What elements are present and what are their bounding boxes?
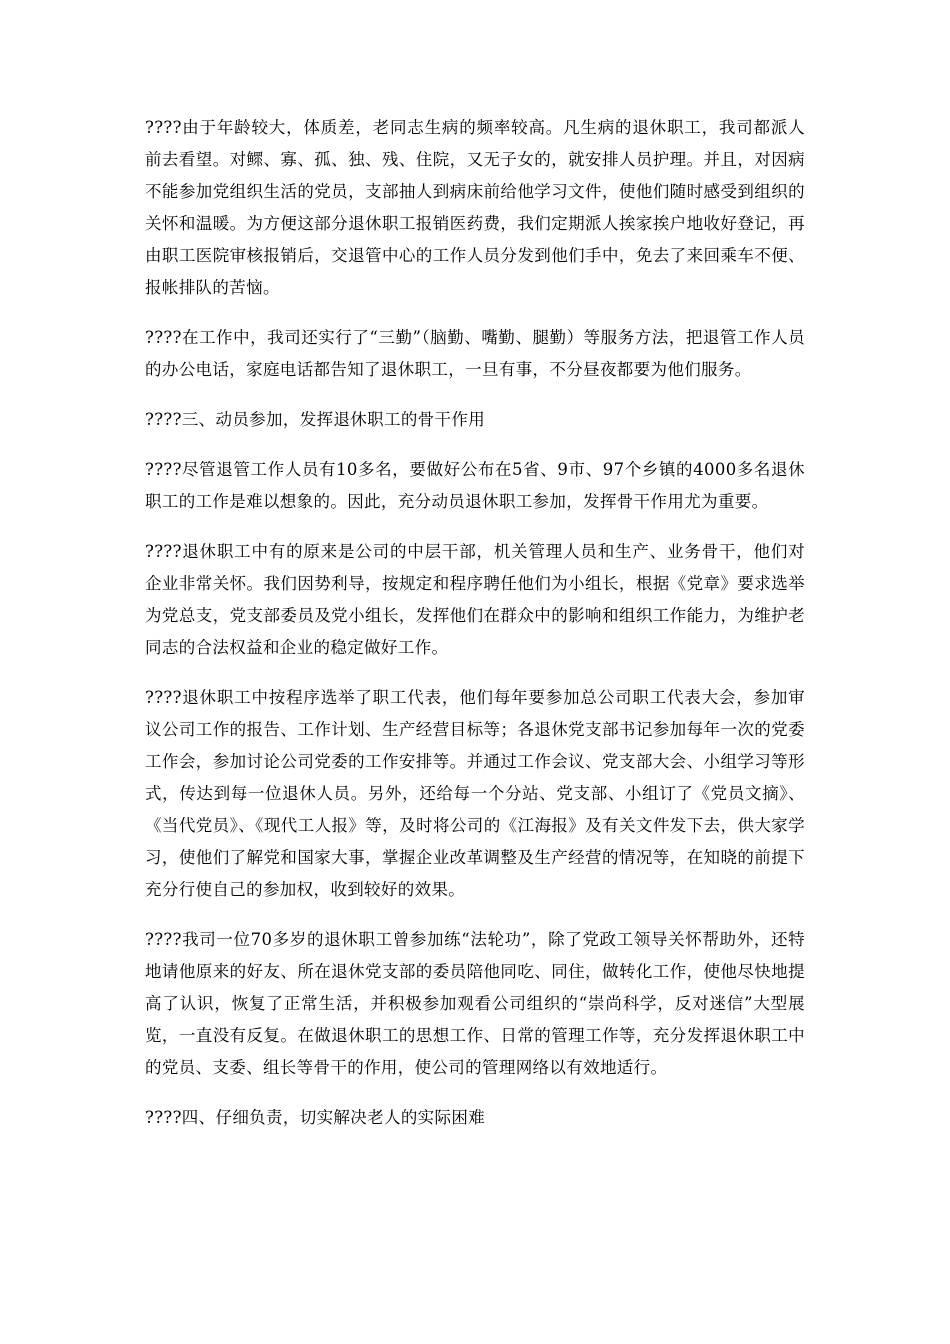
paragraph-backbone-cadres: ????退休职工中有的原来是公司的中层干部，机关管理人员和生产、业务骨干，他们对企业非常关怀。我们因势利导，按规定和程序聘任他们为小组长，根据《党章》要求选举为党总支，党支部委员及党小组长，发挥他们在群众中的影响和组织工作能力，为维护老同志的合法权益和企业的稳定做好工作。 xyxy=(145,542,805,657)
document-body xyxy=(145,112,805,1152)
paragraph-worker-representatives: ????退休职工中按程序选举了职工代表，他们每年要参加总公司职工代表大会，参加审议公司工作的报告、工作计划、生产经营目标等；各退休党支部书记参加每年一次的党委工作会，参加讨论公司党委的工作安排等。并通过工作会议、党支部大会、小组学习等形式，传达到每一位退休人员。另外，还给每一个分站、党支部、小组订了《党员文摘》、《当代党员》、《现代工人报》等，及时将公司的《江海报》及有关文件发下去，供大家学习，使他们了解党和国家大事，掌握企业改革调整及生产经营的情况等，在知晓的前提下充分行使自己的参加权，收到较好的效果。 xyxy=(145,688,805,899)
paragraph-conversion-case: ????我司一位70多岁的退休职工曾参加练“法轮功”，除了党政工领导关怀帮助外，还特地请他原来的好友、所在退休党支部的委员陪他同吃、同住，做转化工作，使他尽快地提高了认识，恢复了正常生活，并积极参加观看公司组织的“崇尚科学，反对迷信”大型展览，一直没有反复。在做退休职工的思想工作、日常的管理工作等，充分发挥退休职工中的党员、支委、组长等骨干的作用，使公司的管理网络以有效地适行。 xyxy=(145,930,805,1077)
paragraph-staff-scale: ????尽管退管工作人员有10多名，要做好公布在5省、9市、97个乡镇的4000多名退休职工的工作是难以想象的。因此，充分动员退休职工参加，发挥骨干作用尤为重要。 xyxy=(145,460,805,511)
section-heading-3: ????三、动员参加，发挥退休职工的骨干作用 xyxy=(145,410,486,429)
section-heading-4: ????四、仔细负责，切实解决老人的实际困难 xyxy=(145,1108,486,1127)
paragraph-sick-care: ????由于年龄较大，体质差，老同志生病的频率较高。凡生病的退休职工，我司都派人前去看望。对鳏、寡、孤、独、残、住院，又无子女的，就安排人员护理。并且，对因病不能参加党组织生活的党员，支部抽人到病床前给他学习文件，使他们随时感受到组织的关怀和温暖。为方便这部分退休职工报销医药费，我们定期派人挨家挨户地收好登记，再由职工医院审核报销后，交退管中心的工作人员分发到他们手中，免去了来回乘车不便、报帐排队的苦恼。 xyxy=(145,118,805,297)
paragraph-service-methods: ????在工作中，我司还实行了“三勤”（脑勤、嘴勤、腿勤）等服务方法，把退管工作人员的办公电话，家庭电话都告知了退休职工，一旦有事，不分昼夜都要为他们服务。 xyxy=(145,328,805,379)
